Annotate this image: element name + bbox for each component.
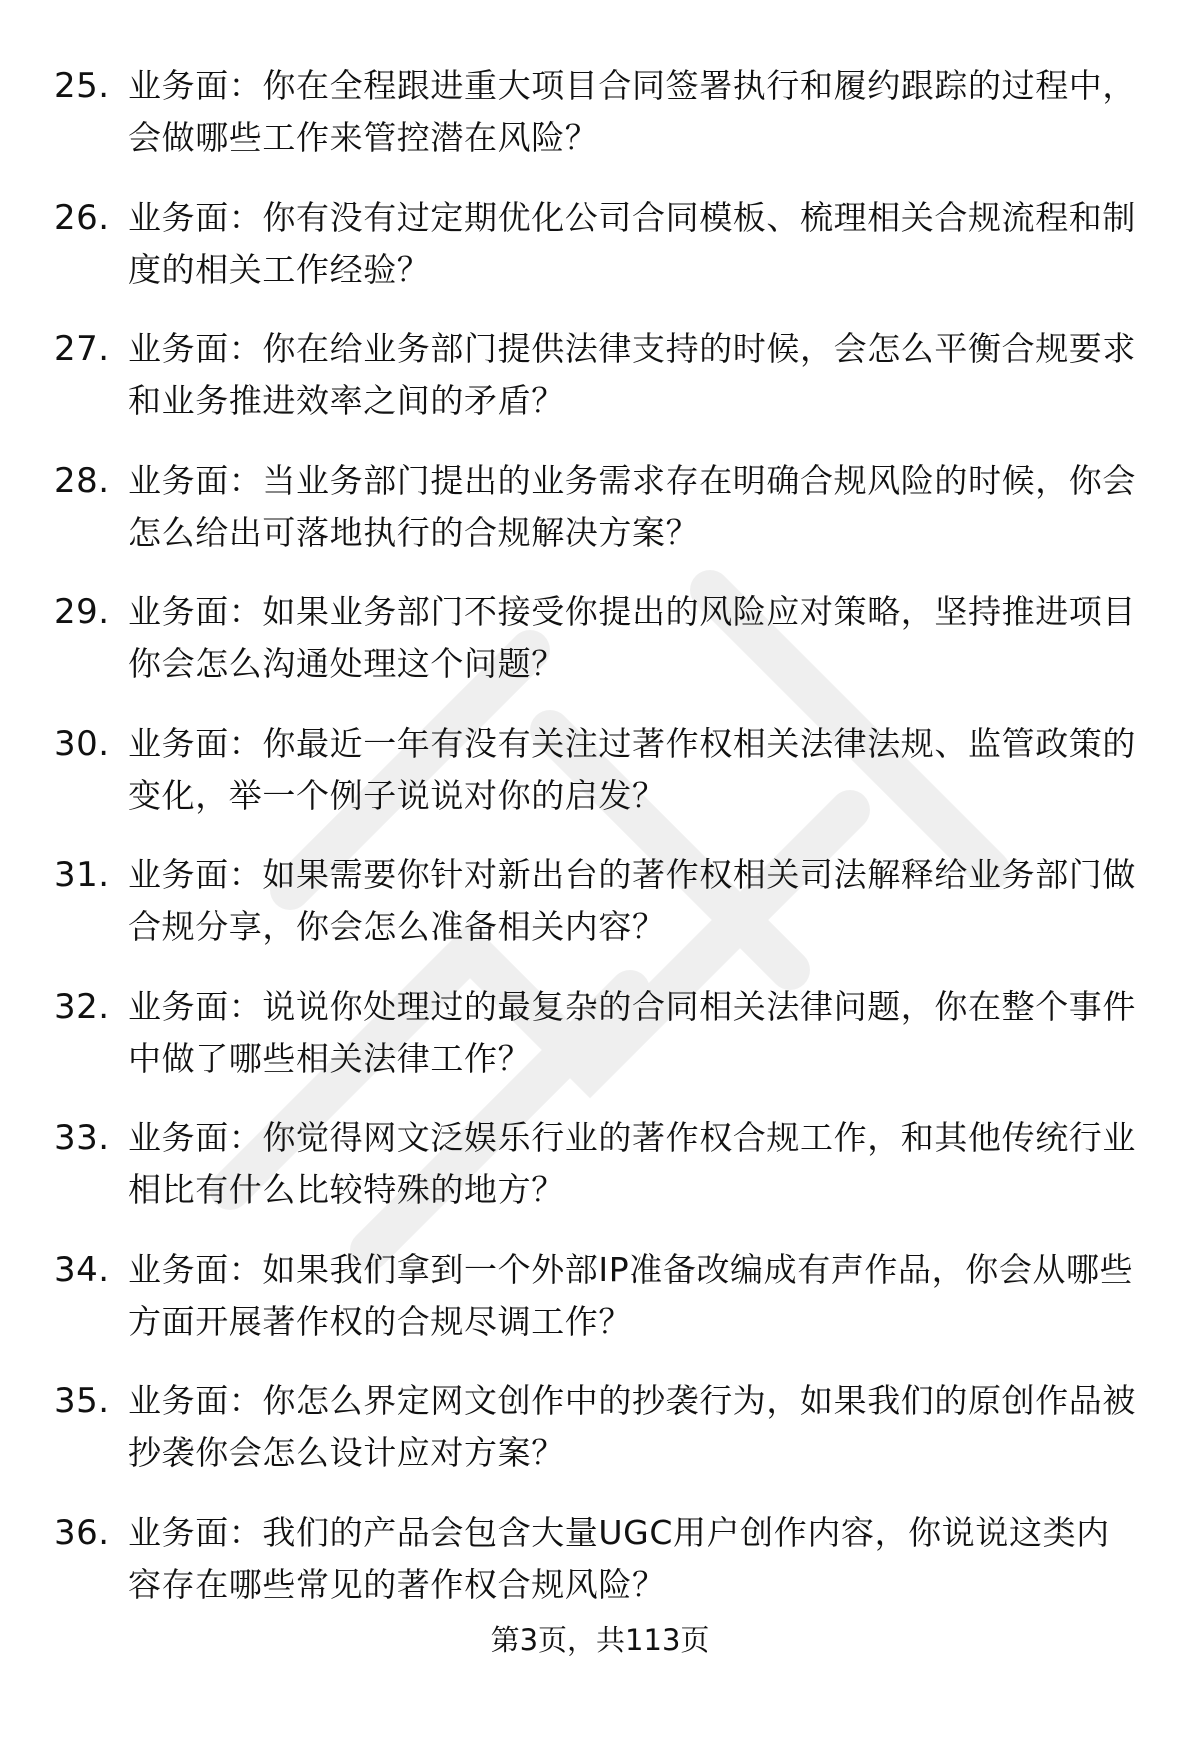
question-text: 业务面：说说你处理过的最复杂的合同相关法律问题，你在整个事件中做了哪些相关法律工作？ (128, 986, 1136, 1078)
question-text: 业务面：你怎么界定网文创作中的抄袭行为，如果我们的原创作品被抄袭你会怎么设计应对方案？ (128, 1381, 1136, 1472)
question-number: 28. (54, 460, 110, 501)
question-item (0, 323, 1200, 455)
question-number: 29. (54, 592, 110, 632)
question-number: 34. (54, 1249, 110, 1290)
question-text: 业务面：我们的产品会包含大量UGC用户创作内容，你说说这类内容存在哪些常见的著作权合规风险？ (128, 1512, 1110, 1604)
question-text: 业务面：你最近一年有没有关注过著作权相关法律法规、监管政策的变化，举一个例子说说对你的启发？ (128, 723, 1136, 815)
page-number-label: 第3页，共113页 (490, 1623, 710, 1657)
question-text: 业务面：你觉得网文泛娱乐行业的著作权合规工作，和其他传统行业相比有什么比较特殊的地方？ (128, 1118, 1136, 1209)
question-number: 35. (54, 1381, 110, 1421)
question-list (0, 60, 1200, 1638)
question-item (0, 1375, 1200, 1507)
question-item (0, 718, 1200, 850)
question-item (0, 849, 1200, 981)
question-item (0, 60, 1200, 192)
page-footer (0, 1620, 1200, 1660)
question-number: 26. (54, 197, 110, 238)
question-item (0, 1112, 1200, 1244)
question-text: 业务面：当业务部门提出的业务需求存在明确合规风险的时候，你会怎么给出可落地执行的合规解决方案？ (128, 460, 1136, 552)
question-text: 业务面：你在全程跟进重大项目合同签署执行和履约跟踪的过程中，会做哪些工作来管控潜在风险？ (128, 66, 1136, 157)
question-text: 业务面：你有没有过定期优化公司合同模板、梳理相关合规流程和制度的相关工作经验？ (128, 197, 1136, 289)
question-number: 27. (54, 329, 110, 369)
question-number: 25. (54, 66, 110, 106)
question-item (0, 455, 1200, 587)
question-text: 业务面：你在给业务部门提供法律支持的时候，会怎么平衡合规要求和业务推进效率之间的矛盾？ (128, 329, 1136, 420)
question-item (0, 981, 1200, 1113)
question-item (0, 586, 1200, 718)
question-number: 33. (54, 1118, 110, 1158)
question-number: 32. (54, 986, 110, 1027)
question-number: 31. (54, 855, 110, 895)
question-item (0, 1244, 1200, 1376)
question-text: 业务面：如果业务部门不接受你提出的风险应对策略，坚持推进项目你会怎么沟通处理这个问题？ (128, 592, 1136, 683)
question-number: 36. (54, 1512, 110, 1553)
question-item (0, 192, 1200, 324)
question-number: 30. (54, 723, 110, 764)
question-text: 业务面：如果我们拿到一个外部IP准备改编成有声作品，你会从哪些方面开展著作权的合规尽调工作？ (128, 1249, 1134, 1341)
question-text: 业务面：如果需要你针对新出台的著作权相关司法解释给业务部门做合规分享，你会怎么准备相关内容？ (128, 855, 1136, 946)
question-item (0, 1507, 1200, 1639)
